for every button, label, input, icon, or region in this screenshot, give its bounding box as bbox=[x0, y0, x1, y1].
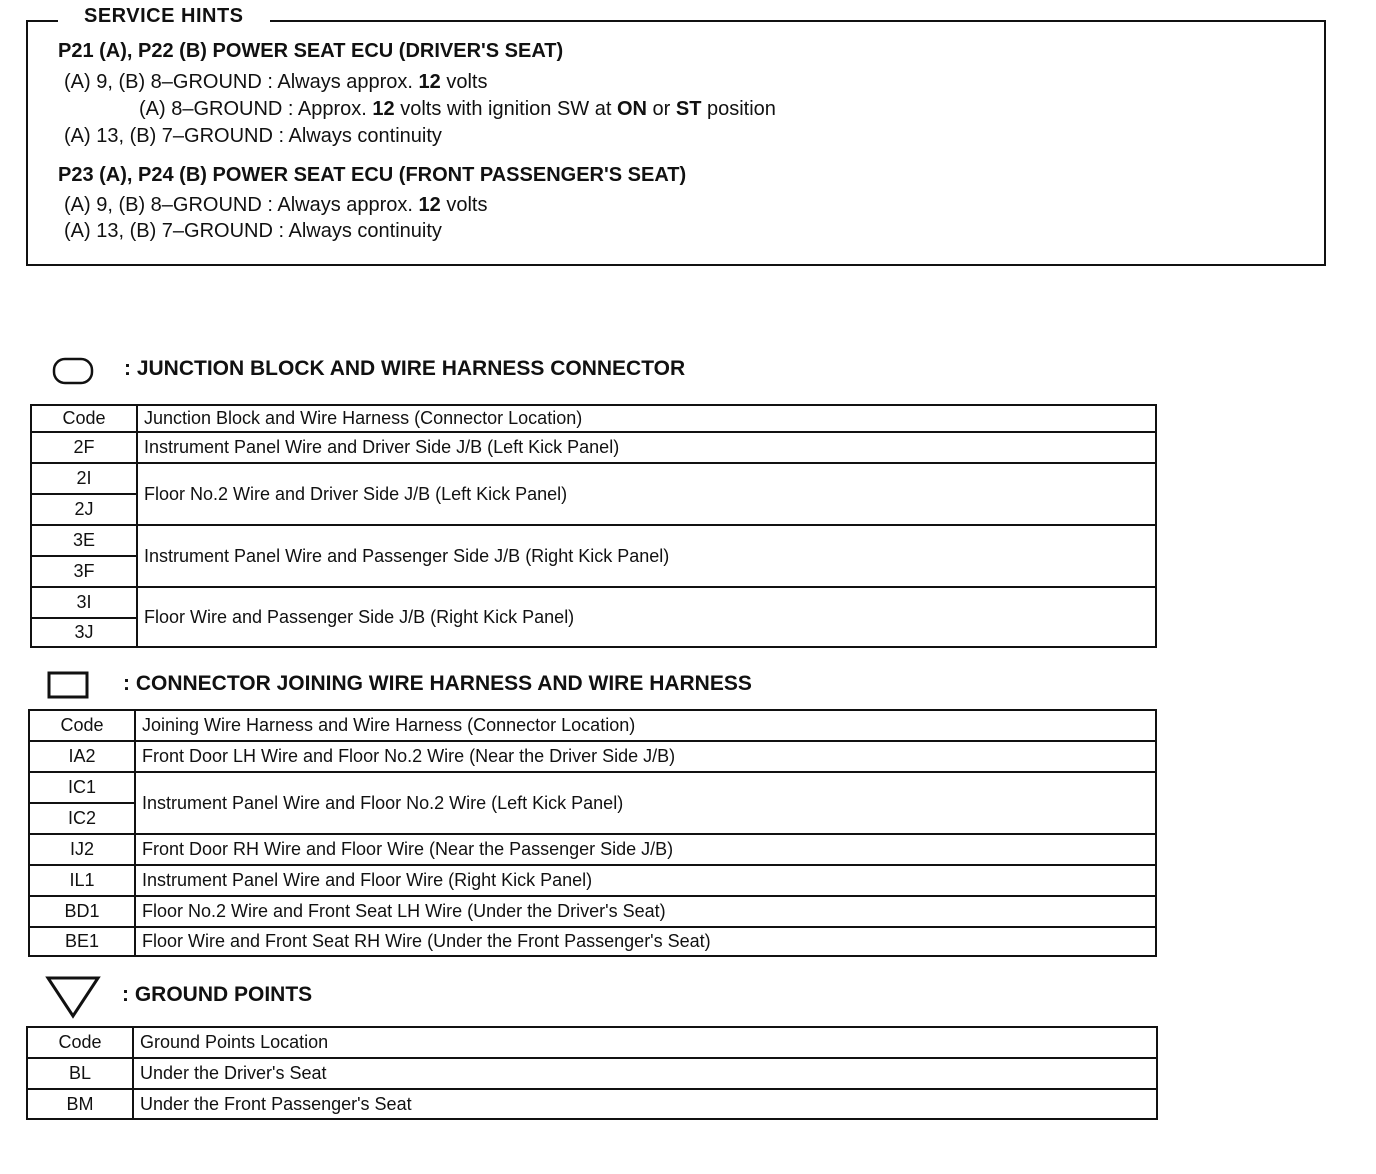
table-row bbox=[29, 741, 1156, 772]
row-desc: Floor No.2 Wire and Front Seat LH Wire (Under the Driver's Seat) bbox=[135, 896, 1156, 927]
row-desc: Floor No.2 Wire and Driver Side J/B (Left Kick Panel) bbox=[137, 463, 1156, 525]
table-header-row bbox=[31, 405, 1156, 432]
row-code: IJ2 bbox=[29, 834, 135, 865]
rectangle-icon bbox=[46, 670, 92, 702]
row-code: 2I bbox=[31, 463, 137, 494]
row-code: 2J bbox=[31, 494, 137, 525]
header-code: Code bbox=[31, 405, 137, 432]
row-desc: Under the Driver's Seat bbox=[133, 1058, 1157, 1089]
junction-section-title: : JUNCTION BLOCK AND WIRE HARNESS CONNECTOR bbox=[124, 357, 686, 380]
row-desc: Instrument Panel Wire and Floor No.2 Wire (Left Kick Panel) bbox=[135, 772, 1156, 834]
hint-line: (A) 13, (B) 7–GROUND : Always continuity bbox=[64, 125, 442, 147]
row-code: 3J bbox=[31, 618, 137, 647]
row-code: 3E bbox=[31, 525, 137, 556]
table-row bbox=[31, 525, 1156, 556]
row-code: BM bbox=[27, 1089, 133, 1119]
rounded-oval-icon bbox=[52, 357, 96, 387]
row-desc: Instrument Panel Wire and Passenger Side J/B (Right Kick Panel) bbox=[137, 525, 1156, 587]
row-desc: Under the Front Passenger's Seat bbox=[133, 1089, 1157, 1119]
row-code: BL bbox=[27, 1058, 133, 1089]
row-code: IA2 bbox=[29, 741, 135, 772]
row-code: 3I bbox=[31, 587, 137, 618]
down-triangle-icon bbox=[44, 974, 104, 1022]
ground-table bbox=[26, 1026, 1158, 1120]
hint-line: (A) 9, (B) 8–GROUND : Always approx. 12 volts bbox=[64, 71, 488, 93]
row-code: 2F bbox=[31, 432, 137, 463]
table-row bbox=[27, 1089, 1157, 1119]
hint-line: (A) 9, (B) 8–GROUND : Always approx. 12 volts bbox=[64, 194, 488, 216]
row-desc: Floor Wire and Front Seat RH Wire (Under the Front Passenger's Seat) bbox=[135, 927, 1156, 956]
table-row bbox=[29, 834, 1156, 865]
row-desc: Instrument Panel Wire and Floor Wire (Right Kick Panel) bbox=[135, 865, 1156, 896]
table-row bbox=[31, 463, 1156, 494]
table-row bbox=[31, 587, 1156, 618]
header-desc: Ground Points Location bbox=[133, 1027, 1157, 1058]
table-header-row bbox=[27, 1027, 1157, 1058]
table-row bbox=[29, 865, 1156, 896]
junction-table bbox=[30, 404, 1157, 648]
table-header-row bbox=[29, 710, 1156, 741]
header-code: Code bbox=[27, 1027, 133, 1058]
table-row bbox=[29, 927, 1156, 956]
hint-line: (A) 13, (B) 7–GROUND : Always continuity bbox=[64, 220, 442, 242]
row-code: IC1 bbox=[29, 772, 135, 803]
row-code: IC2 bbox=[29, 803, 135, 834]
row-desc: Front Door LH Wire and Floor No.2 Wire (Near the Driver Side J/B) bbox=[135, 741, 1156, 772]
row-desc: Instrument Panel Wire and Driver Side J/B (Left Kick Panel) bbox=[137, 432, 1156, 463]
header-desc: Joining Wire Harness and Wire Harness (Connector Location) bbox=[135, 710, 1156, 741]
connector-table bbox=[28, 709, 1157, 957]
hint-line: (A) 8–GROUND : Approx. 12 volts with ignition SW at ON or ST position bbox=[139, 98, 776, 120]
row-code: 3F bbox=[31, 556, 137, 587]
row-desc: Front Door RH Wire and Floor Wire (Near the Passenger Side J/B) bbox=[135, 834, 1156, 865]
connector-section-title: : CONNECTOR JOINING WIRE HARNESS AND WIRE HARNESS bbox=[123, 672, 752, 695]
service-hints-title: SERVICE HINTS bbox=[58, 5, 270, 28]
table-row bbox=[31, 432, 1156, 463]
row-desc: Floor Wire and Passenger Side J/B (Right Kick Panel) bbox=[137, 587, 1156, 647]
hint-group-heading: P21 (A), P22 (B) POWER SEAT ECU (DRIVER'S SEAT) bbox=[58, 40, 564, 62]
row-code: BD1 bbox=[29, 896, 135, 927]
table-row bbox=[29, 896, 1156, 927]
header-desc: Junction Block and Wire Harness (Connector Location) bbox=[137, 405, 1156, 432]
hint-group-heading: P23 (A), P24 (B) POWER SEAT ECU (FRONT PASSENGER'S SEAT) bbox=[58, 164, 687, 186]
ground-section-title: : GROUND POINTS bbox=[122, 983, 313, 1006]
table-row bbox=[29, 772, 1156, 803]
row-code: BE1 bbox=[29, 927, 135, 956]
row-code: IL1 bbox=[29, 865, 135, 896]
header-code: Code bbox=[29, 710, 135, 741]
table-row bbox=[27, 1058, 1157, 1089]
